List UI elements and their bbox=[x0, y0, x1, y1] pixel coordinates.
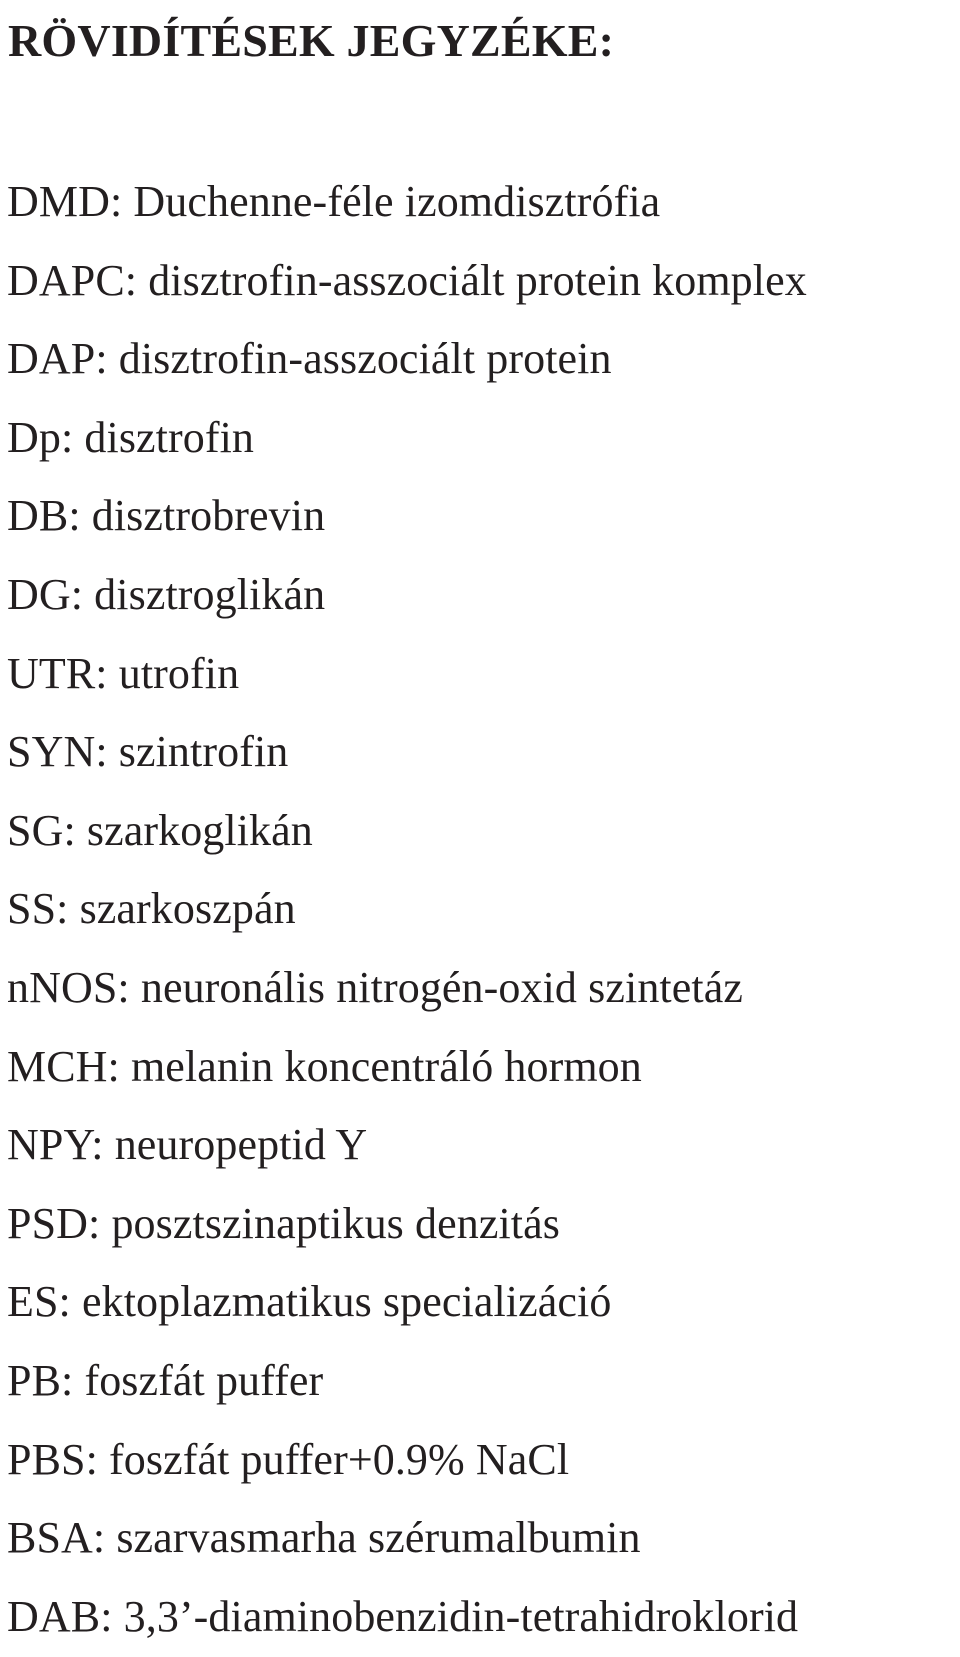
list-item: MCH: melanin koncentráló hormon bbox=[7, 1041, 642, 1091]
list-item: DAP: disztrofin-asszociált protein bbox=[7, 334, 612, 384]
list-item: SYN: szintrofin bbox=[7, 727, 289, 777]
list-item: DAPC: disztrofin-asszociált protein komplex bbox=[7, 255, 807, 305]
list-item: PSD: posztszinaptikus denzitás bbox=[7, 1198, 560, 1248]
list-item: UTR: utrofin bbox=[7, 648, 240, 698]
list-item: ES: ektoplazmatikus specializáció bbox=[7, 1277, 612, 1327]
list-item: nNOS: neuronális nitrogén-oxid szintetáz bbox=[7, 962, 743, 1012]
list-item: SS: szarkoszpán bbox=[7, 884, 296, 934]
list-item: Dp: disztrofin bbox=[7, 412, 255, 462]
list-item: DG: disztroglikán bbox=[7, 569, 326, 619]
abbreviation-list bbox=[7, 163, 807, 1656]
list-item: DB: disztrobrevin bbox=[7, 491, 326, 541]
list-item: NPY: neuropeptid Y bbox=[7, 1120, 368, 1170]
list-item: SG: szarkoglikán bbox=[7, 805, 313, 855]
list-item: BSA: szarvasmarha szérumalbumin bbox=[7, 1513, 641, 1563]
list-item: DMD: Duchenne-féle izomdisztrófia bbox=[7, 177, 661, 226]
list-item: DAB: 3,3’-diaminobenzidin-tetrahidroklorid bbox=[7, 1591, 799, 1641]
list-item: PB: foszfát puffer bbox=[7, 1355, 324, 1405]
page-title: RÖVIDÍTÉSEK JEGYZÉKE: bbox=[8, 15, 615, 66]
list-item: PBS: foszfát puffer+0.9% NaCl bbox=[7, 1434, 570, 1484]
